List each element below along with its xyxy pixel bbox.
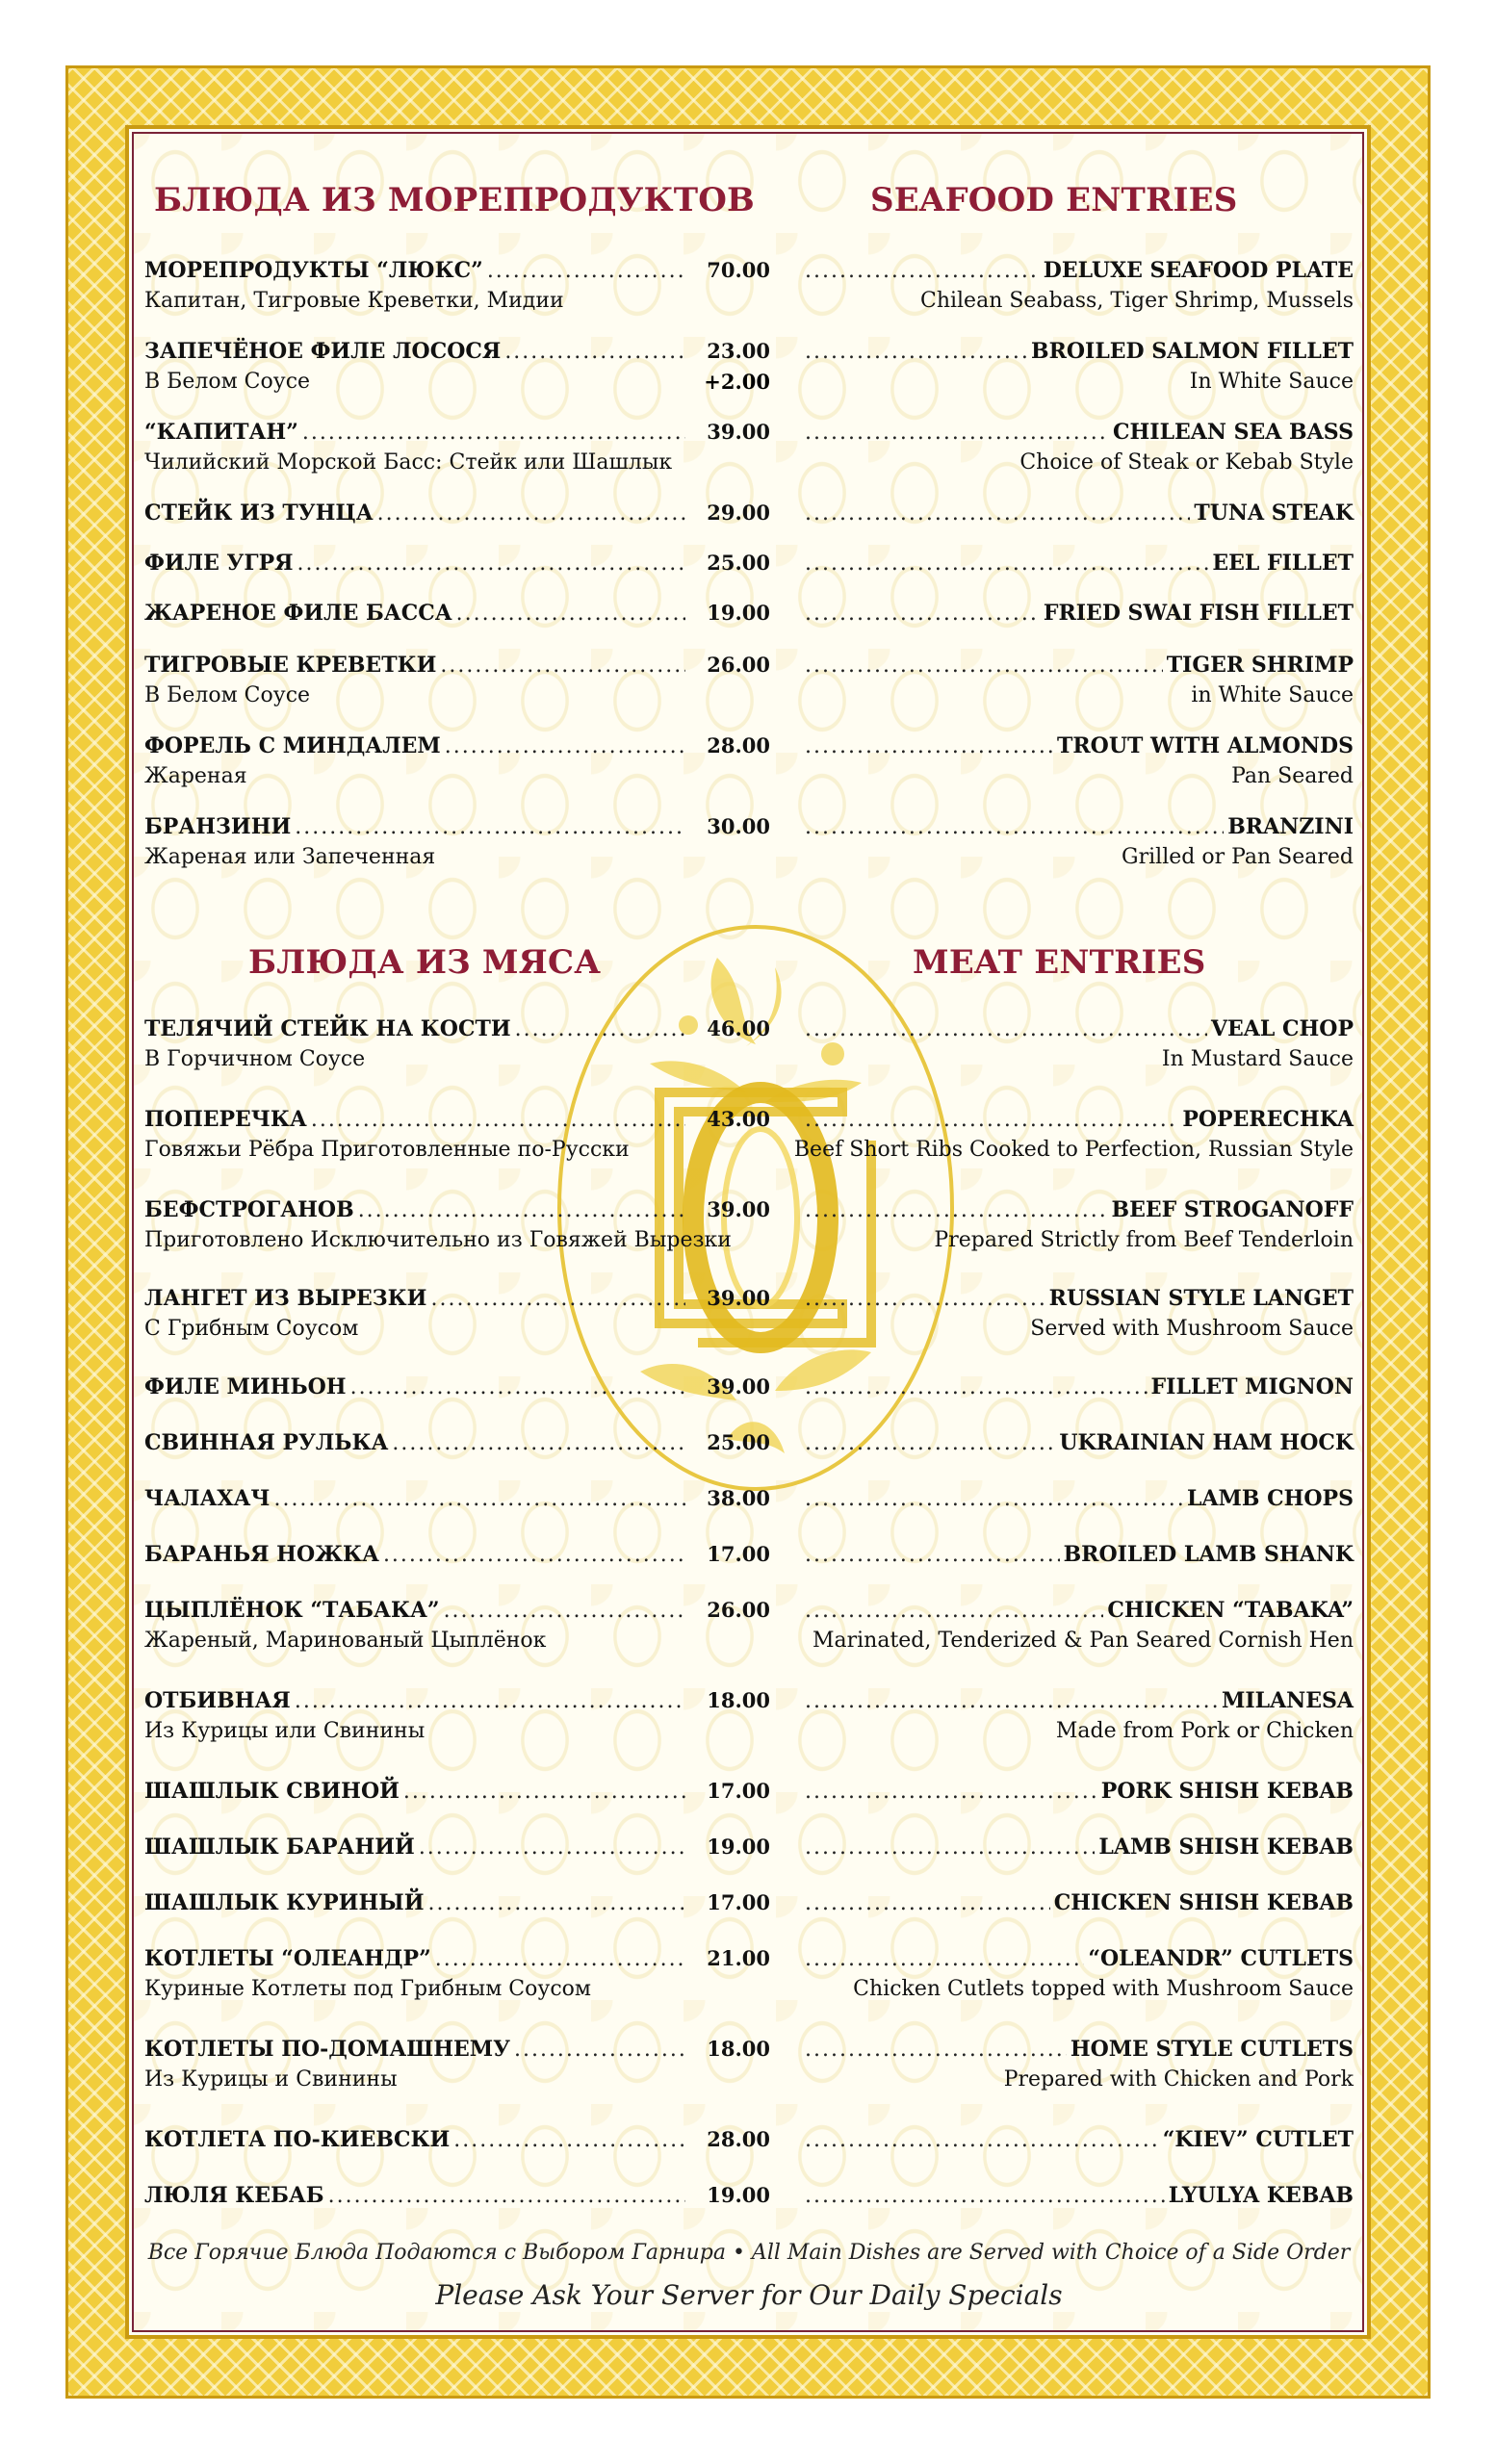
item-name-ru-line: [144, 1890, 689, 1915]
item-name-ru: ОТБИВНАЯ: [144, 1688, 291, 1713]
menu-item-row: [144, 814, 1354, 869]
dot-leader: [487, 259, 685, 283]
menu-item-row: [144, 551, 1354, 589]
item-name-en: UKRAINIAN HAM HOCK: [1059, 1430, 1354, 1455]
item-description-en: Pan Seared: [1231, 764, 1354, 788]
item-price: 28.00: [707, 733, 770, 757]
menu-item-row: [144, 601, 1354, 639]
dot-leader: [805, 1599, 1103, 1623]
item-description-en: Made from Pork or Chicken: [1055, 1719, 1354, 1743]
item-name-en-line: [801, 1835, 1354, 1860]
item-name-en-line: [801, 1779, 1354, 1804]
dot-leader: [295, 1689, 685, 1713]
dot-leader: [440, 654, 685, 678]
item-name-ru: БАРАНЬЯ НОЖКА: [144, 1542, 379, 1567]
item-price: 21.00: [707, 1946, 770, 1970]
item-description-ru: Капитан, Тигровые Креветки, Мидии: [144, 289, 564, 313]
item-name-en-line: [801, 814, 1354, 839]
item-name-en-line: [801, 1598, 1354, 1623]
daily-specials-note: Please Ask Your Server for Our Daily Specials: [435, 2279, 1063, 2311]
item-name-ru-line: [144, 1016, 689, 1041]
dot-leader: [377, 501, 685, 526]
dot-leader: [805, 654, 1163, 678]
item-name-en: RUSSIAN STYLE LANGET: [1048, 1286, 1354, 1311]
dot-leader: [805, 1780, 1097, 1804]
item-name-ru: ЗАПЕЧЁНОЕ ФИЛЕ ЛОСОСЯ: [144, 339, 502, 364]
item-price: 18.00: [707, 2037, 770, 2061]
item-description-ru: Жареная: [144, 764, 247, 788]
item-name-ru-line: [144, 1197, 689, 1222]
dot-leader: [805, 421, 1109, 445]
dot-leader: [515, 1017, 685, 1041]
item-name-ru-line: [144, 1374, 689, 1399]
menu-item-row: [144, 1779, 1354, 1817]
item-name-ru: “КАПИТАН”: [144, 420, 298, 445]
menu-item-row: [144, 1890, 1354, 1929]
item-description-en: Prepared with Chicken and Pork: [1003, 2067, 1354, 2092]
item-name-ru-line: [144, 1835, 689, 1860]
dot-leader: [805, 2128, 1159, 2152]
item-name-en-line: [801, 339, 1354, 364]
dot-leader: [444, 1599, 685, 1623]
menu-item-row: [144, 733, 1354, 788]
seafood-heading-en: SEAFOOD ENTRIES: [870, 181, 1238, 219]
menu-item-row: [144, 1835, 1354, 1873]
item-name-en: LAMB SHISH KEBAB: [1098, 1835, 1354, 1860]
menu-item-row: [144, 1598, 1354, 1653]
item-name-ru: БРАНЗИНИ: [144, 814, 292, 839]
item-description-en: Chilean Seabass, Tiger Shrimp, Mussels: [919, 289, 1354, 313]
item-description-en: in White Sauce: [1191, 683, 1354, 707]
dot-leader: [430, 1287, 685, 1311]
item-price: 43.00: [707, 1107, 770, 1131]
item-description-en: Served with Mushroom Sauce: [1030, 1317, 1354, 1341]
item-name-ru-line: [144, 1486, 689, 1511]
item-name-en: “KIEV” CUTLET: [1162, 2127, 1354, 2152]
item-name-ru: ФИЛЕ УГРЯ: [144, 551, 294, 576]
meat-heading-en: MEAT ENTRIES: [913, 943, 1206, 982]
item-name-en-line: [801, 1016, 1354, 1041]
item-description-ru: Из Курицы и Свинины: [144, 2067, 398, 2092]
item-name-en-line: [801, 733, 1354, 758]
item-name-en-line: [801, 500, 1354, 526]
item-name-ru: ЛЮЛЯ КЕБАБ: [144, 2183, 324, 2208]
item-name-ru-line: [144, 339, 689, 364]
item-name-ru-line: [144, 1946, 689, 1971]
item-extra-price: +2.00: [704, 370, 770, 394]
item-name-en: EEL FILLET: [1212, 551, 1354, 576]
item-price: 19.00: [707, 601, 770, 625]
dot-leader: [445, 734, 685, 758]
menu-item-row: [144, 1486, 1354, 1525]
item-name-en: MILANESA: [1221, 1688, 1354, 1713]
item-name-en: CHILEAN SEA BASS: [1112, 420, 1354, 445]
item-description-ru: Жареный, Маринованый Цыплёнок: [144, 1629, 547, 1653]
item-name-ru-line: [144, 2037, 689, 2062]
item-name-en-line: [801, 1197, 1354, 1222]
item-price: 38.00: [707, 1486, 770, 1510]
dot-leader: [419, 1835, 685, 1860]
item-name-en-line: [801, 2127, 1354, 2152]
item-name-en-line: [801, 1486, 1354, 1511]
dot-leader: [805, 552, 1208, 576]
dot-leader: [805, 1287, 1045, 1311]
item-name-en-line: [801, 258, 1354, 283]
item-name-ru-line: [144, 1430, 689, 1455]
dot-leader: [403, 1780, 685, 1804]
menu-item-row: [144, 1430, 1354, 1469]
item-price: 25.00: [707, 1430, 770, 1454]
item-name-ru: БЕФСТРОГАНОВ: [144, 1197, 354, 1222]
dot-leader: [435, 1947, 685, 1971]
item-description-en: Marinated, Tenderized & Pan Seared Cornish Hen: [812, 1629, 1354, 1653]
item-name-en-line: [801, 1374, 1354, 1399]
menu-item-row: [144, 1197, 1354, 1252]
item-price: 26.00: [707, 1598, 770, 1622]
menu-item-row: [144, 339, 1354, 394]
item-name-ru-line: [144, 601, 689, 626]
dot-leader: [514, 2038, 685, 2062]
dot-leader: [358, 1198, 685, 1222]
dot-leader: [805, 1431, 1055, 1455]
item-price: 70.00: [707, 258, 770, 282]
dot-leader: [805, 2038, 1067, 2062]
dot-leader: [805, 1947, 1084, 1971]
dot-leader: [350, 1375, 685, 1399]
item-name-ru: ЦЫПЛЁНОК “ТАБАКА”: [144, 1598, 440, 1623]
menu-item-row: [144, 258, 1354, 313]
item-name-en-line: [801, 1430, 1354, 1455]
dot-leader: [456, 602, 685, 626]
item-name-ru: СТЕЙК ИЗ ТУНЦА: [144, 500, 374, 526]
dot-leader: [805, 1689, 1218, 1713]
dot-leader: [805, 734, 1053, 758]
item-price: 29.00: [707, 500, 770, 525]
item-price: 39.00: [707, 1374, 770, 1399]
menu-item-row: [144, 1946, 1354, 2001]
item-name-en: HOME STYLE CUTLETS: [1070, 2037, 1354, 2062]
dot-leader: [392, 1431, 685, 1455]
menu-item-row: [144, 1016, 1354, 1071]
dot-leader: [311, 1108, 685, 1132]
item-name-ru: ЧАЛАХАЧ: [144, 1486, 271, 1511]
item-name-en: BEEF STROGANOFF: [1111, 1197, 1354, 1222]
item-name-ru: СВИННАЯ РУЛЬКА: [144, 1430, 389, 1455]
item-name-en: LYULYA KEBAB: [1168, 2183, 1354, 2208]
item-name-ru-line: [144, 2183, 689, 2208]
item-name-ru-line: [144, 814, 689, 839]
item-price: 46.00: [707, 1016, 770, 1040]
item-name-en-line: [801, 2037, 1354, 2062]
dot-leader: [427, 1891, 685, 1915]
menu-item-row: [144, 653, 1354, 707]
seafood-heading-ru: БЛЮДА ИЗ МОРЕПРОДУКТОВ: [154, 181, 755, 219]
menu-item-row: [144, 1542, 1354, 1580]
item-name-ru: КОТЛЕТЫ ПО-ДОМАШНЕМУ: [144, 2037, 510, 2062]
item-description-en: In White Sauce: [1189, 370, 1354, 394]
item-name-en: FILLET MIGNON: [1150, 1374, 1354, 1399]
item-name-ru-line: [144, 1107, 689, 1132]
item-description-en: Prepared Strictly from Beef Tenderloin: [934, 1228, 1354, 1252]
item-name-ru: ТИГРОВЫЕ КРЕВЕТКИ: [144, 653, 437, 678]
dot-leader: [302, 421, 685, 445]
item-name-en: BROILED SALMON FILLET: [1030, 339, 1354, 364]
item-name-ru-line: [144, 420, 689, 445]
menu-item-row: [144, 1374, 1354, 1413]
item-name-en-line: [801, 1542, 1354, 1567]
item-price: 30.00: [707, 814, 770, 838]
item-name-en-line: [801, 420, 1354, 445]
item-name-en: DELUXE SEAFOOD PLATE: [1043, 258, 1354, 283]
dot-leader: [295, 815, 685, 839]
item-name-ru-line: [144, 653, 689, 678]
item-name-ru-line: [144, 500, 689, 526]
item-price: 28.00: [707, 2127, 770, 2151]
item-name-en: CHICKEN SHISH KEBAB: [1053, 1890, 1354, 1915]
dot-leader: [805, 340, 1027, 364]
dot-leader: [504, 340, 685, 364]
item-description-en: Beef Short Ribs Cooked to Perfection, Russian Style: [793, 1138, 1354, 1162]
dot-leader: [805, 1017, 1207, 1041]
item-name-en-line: [801, 1107, 1354, 1132]
item-name-en: LAMB CHOPS: [1186, 1486, 1354, 1511]
item-price: 19.00: [707, 1835, 770, 1859]
side-order-note: Все Горячие Блюда Подаются с Выбором Гарнира • All Main Dishes are Served with Choice of a Side Order: [147, 2241, 1351, 2265]
item-name-ru-line: [144, 1542, 689, 1567]
item-name-ru-line: [144, 1286, 689, 1311]
item-price: 18.00: [707, 1688, 770, 1712]
item-name-en-line: [801, 1946, 1354, 1971]
item-price: 17.00: [707, 1890, 770, 1914]
item-name-en-line: [801, 653, 1354, 678]
dot-leader: [805, 501, 1190, 526]
item-description-en: Grilled or Pan Seared: [1122, 845, 1354, 869]
item-description-en: Choice of Steak or Kebab Style: [1019, 450, 1354, 475]
item-description-ru: Из Курицы или Свинины: [144, 1719, 426, 1743]
menu-item-row: [144, 2037, 1354, 2092]
item-description-ru: Приготовлено Исключительно из Говяжей Вырезки: [144, 1228, 732, 1252]
item-name-en: TUNA STEAK: [1194, 500, 1354, 526]
item-description-en: Chicken Cutlets topped with Mushroom Sauce: [853, 1977, 1354, 2001]
dot-leader: [805, 602, 1040, 626]
item-description-ru: С Грибным Соусом: [144, 1317, 359, 1341]
menu-item-row: [144, 2183, 1354, 2221]
item-name-ru: ШАШЛЫК СВИНОЙ: [144, 1779, 400, 1804]
item-price: 26.00: [707, 653, 770, 677]
dot-leader: [805, 1487, 1183, 1511]
item-name-en-line: [801, 1688, 1354, 1713]
menu-item-row: [144, 1688, 1354, 1743]
item-name-ru-line: [144, 258, 689, 283]
item-description-ru: В Белом Соусе: [144, 683, 311, 707]
item-price: 17.00: [707, 1779, 770, 1803]
item-name-en: VEAL CHOP: [1210, 1016, 1354, 1041]
item-name-en: PORK SHISH KEBAB: [1100, 1779, 1354, 1804]
item-description-ru: Чилийский Морской Басс: Стейк или Шашлык: [144, 450, 673, 475]
dot-leader: [805, 1891, 1050, 1915]
dot-leader: [383, 1543, 685, 1567]
menu-item-row: [144, 1286, 1354, 1341]
menu-item-row: [144, 500, 1354, 539]
item-name-ru: ШАШЛЫК КУРИНЫЙ: [144, 1890, 425, 1915]
item-description-ru: Говяжьи Рёбра Приготовленные по-Русски: [144, 1138, 630, 1162]
item-name-ru: ТЕЛЯЧИЙ СТЕЙК НА КОСТИ: [144, 1016, 511, 1041]
menu-item-row: [144, 420, 1354, 475]
dot-leader: [805, 259, 1040, 283]
item-price: 39.00: [707, 420, 770, 444]
item-name-ru: ПОПЕРЕЧКА: [144, 1107, 307, 1132]
dot-leader: [805, 1375, 1148, 1399]
item-name-en-line: [801, 2183, 1354, 2208]
dot-leader: [805, 1198, 1108, 1222]
item-name-en: POPERECHKA: [1182, 1107, 1354, 1132]
meat-heading-ru: БЛЮДА ИЗ МЯСА: [248, 943, 602, 982]
item-name-en: TROUT WITH ALMONDS: [1057, 733, 1354, 758]
item-name-ru: МОРЕПРОДУКТЫ “ЛЮКС”: [144, 258, 483, 283]
item-name-en: BRANZINI: [1227, 814, 1354, 839]
item-description-ru: Куриные Котлеты под Грибным Соусом: [144, 1977, 591, 2001]
dot-leader: [273, 1487, 685, 1511]
item-description-en: In Mustard Sauce: [1161, 1047, 1354, 1071]
item-price: 23.00: [707, 339, 770, 363]
item-name-ru: ФОРЕЛЬ С МИНДАЛЕМ: [144, 733, 441, 758]
item-description-ru: В Горчичном Соусе: [144, 1047, 366, 1071]
item-price: 17.00: [707, 1542, 770, 1566]
item-name-ru: ФИЛЕ МИНЬОН: [144, 1374, 347, 1399]
item-name-ru-line: [144, 1779, 689, 1804]
item-name-en: TIGER SHRIMP: [1166, 653, 1354, 678]
item-name-ru-line: [144, 1688, 689, 1713]
item-price: 19.00: [707, 2183, 770, 2207]
item-price: 25.00: [707, 551, 770, 575]
menu-item-row: [144, 1107, 1354, 1162]
item-name-ru-line: [144, 733, 689, 758]
item-name-ru-line: [144, 551, 689, 576]
item-name-en: “OLEANDR” CUTLETS: [1088, 1946, 1354, 1971]
dot-leader: [453, 2128, 685, 2152]
item-name-en: CHICKEN “TABAKA”: [1107, 1598, 1354, 1623]
item-name-en: BROILED LAMB SHANK: [1063, 1542, 1354, 1567]
item-name-en: FRIED SWAI FISH FILLET: [1043, 601, 1354, 626]
item-name-ru-line: [144, 1598, 689, 1623]
item-name-en-line: [801, 1286, 1354, 1311]
item-name-en-line: [801, 1890, 1354, 1915]
item-name-en-line: [801, 601, 1354, 626]
item-name-ru: КОТЛЕТЫ “ОЛЕАНДР”: [144, 1946, 431, 1971]
dot-leader: [805, 2184, 1165, 2208]
item-name-ru: ШАШЛЫК БАРАНИЙ: [144, 1835, 415, 1860]
item-name-en-line: [801, 551, 1354, 576]
dot-leader: [805, 1108, 1178, 1132]
item-name-ru-line: [144, 2127, 689, 2152]
dot-leader: [297, 552, 685, 576]
dot-leader: [805, 815, 1224, 839]
item-name-ru: ЖАРЕНОЕ ФИЛЕ БАССА: [144, 601, 452, 626]
dot-leader: [328, 2184, 685, 2208]
item-name-ru: КОТЛЕТА ПО-КИЕВСКИ: [144, 2127, 451, 2152]
item-price: 39.00: [707, 1197, 770, 1221]
dot-leader: [805, 1835, 1095, 1860]
dot-leader: [805, 1543, 1060, 1567]
menu-item-row: [144, 2127, 1354, 2166]
item-name-ru: ЛАНГЕТ ИЗ ВЫРЕЗКИ: [144, 1286, 427, 1311]
item-description-ru: Жареная или Запеченная: [144, 845, 436, 869]
item-description-ru: В Белом Соусе: [144, 370, 311, 394]
item-price: 39.00: [707, 1286, 770, 1310]
